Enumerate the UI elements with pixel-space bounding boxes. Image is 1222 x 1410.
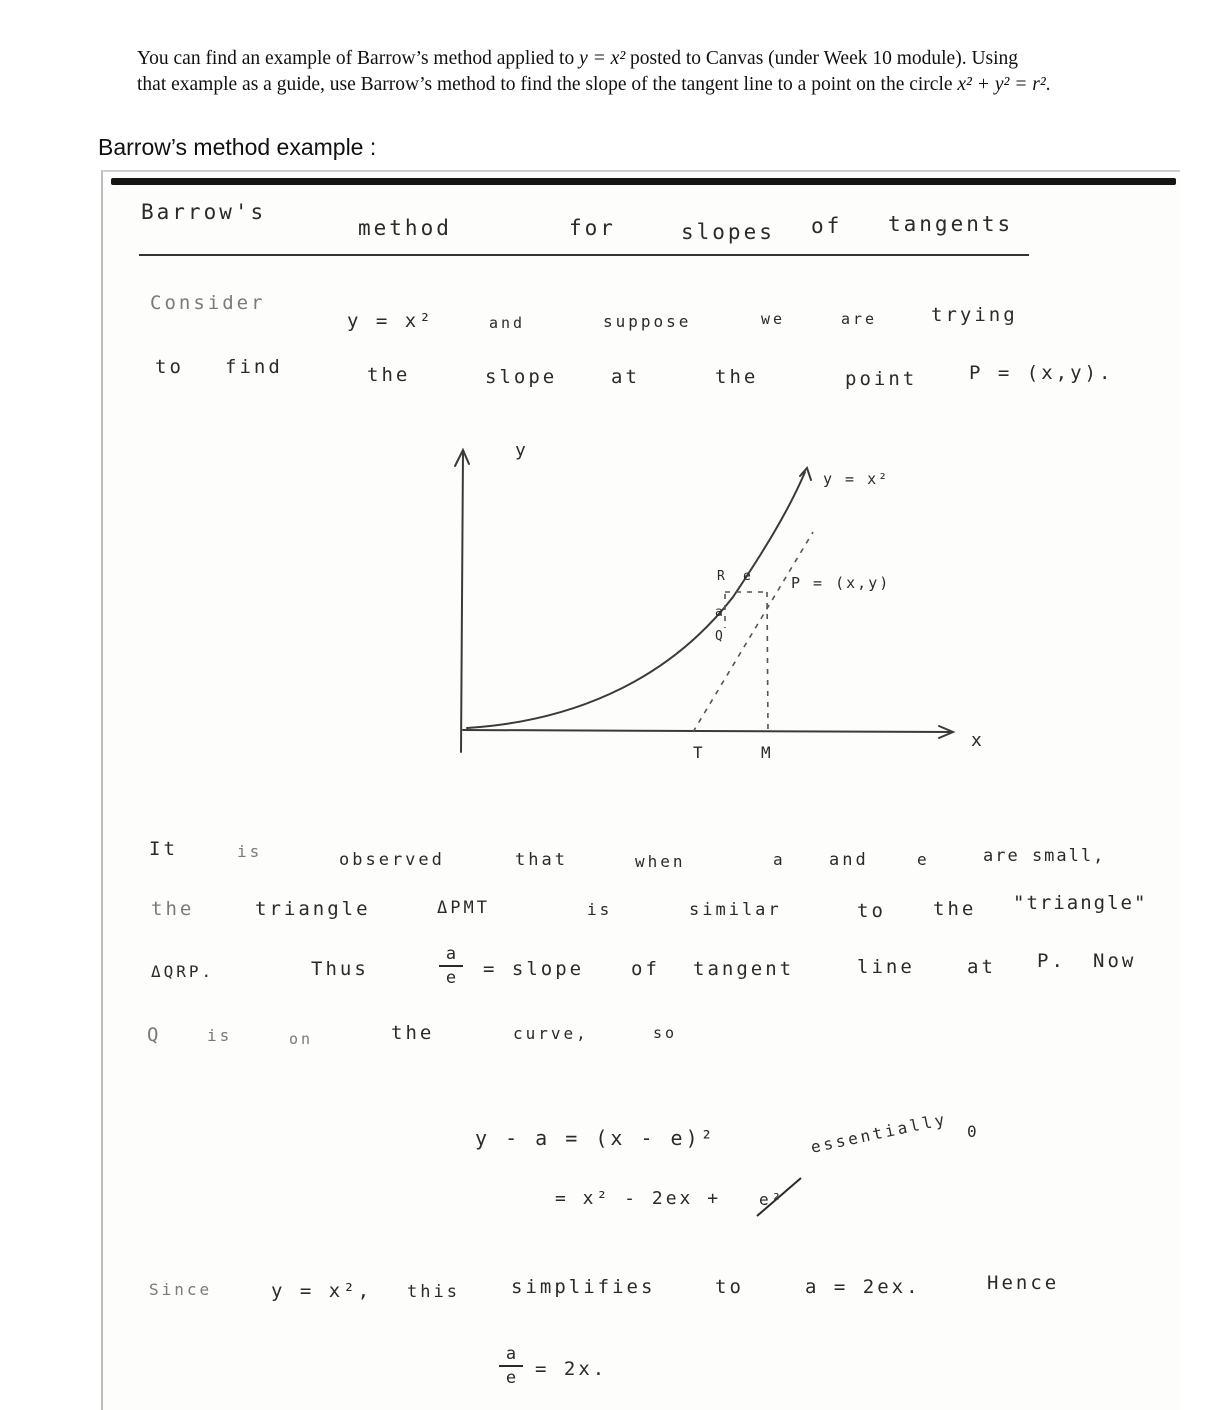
notes-equation: a = 2ex. bbox=[805, 1276, 921, 1298]
notes-triangle-qrp: ΔQRP. bbox=[151, 962, 215, 981]
final-fraction-a-over-e: a e bbox=[499, 1344, 523, 1388]
notes-word: suppose bbox=[603, 312, 692, 331]
notes-word: a bbox=[773, 850, 786, 869]
title-underline bbox=[139, 254, 1029, 256]
notes-word: are small, bbox=[983, 846, 1106, 866]
notes-word: is bbox=[237, 842, 263, 861]
notes-word: Now bbox=[1093, 950, 1137, 972]
notes-word: this bbox=[407, 1282, 460, 1302]
y-axis-line bbox=[461, 452, 463, 752]
notes-word: the bbox=[715, 366, 759, 388]
point-p-label: P = (x,y) bbox=[791, 574, 891, 592]
notes-word: when bbox=[635, 852, 686, 871]
notes-word: the bbox=[367, 364, 411, 386]
notes-word: to bbox=[715, 1276, 744, 1298]
notes-word: the bbox=[391, 1022, 435, 1044]
notes-word: simplifies bbox=[511, 1276, 656, 1298]
x-axis-line bbox=[463, 730, 951, 732]
notes-title-word: tangents bbox=[888, 212, 1014, 236]
math-circle: x² + y² = r² bbox=[957, 74, 1046, 95]
notes-word: Q bbox=[147, 1024, 162, 1046]
notes-word: at bbox=[611, 366, 640, 388]
tangent-line bbox=[693, 532, 813, 732]
notes-title-word: of bbox=[811, 214, 843, 238]
x-axis-label: x bbox=[971, 730, 982, 751]
notes-title-word: Barrow's bbox=[141, 200, 267, 224]
notes-point: P = (x,y). bbox=[969, 362, 1114, 384]
notes-word: is bbox=[207, 1026, 233, 1045]
notes-word: point bbox=[845, 368, 918, 390]
notes-word: "triangle" bbox=[1013, 892, 1148, 914]
note-essentially-zero: 0 bbox=[967, 1122, 980, 1141]
point-q-label: Q bbox=[715, 629, 723, 644]
notes-word: the bbox=[151, 898, 195, 920]
point-m-label: M bbox=[761, 743, 771, 762]
problem-statement bbox=[137, 46, 1137, 98]
notes-word: and bbox=[489, 314, 526, 332]
notes-title-word: slopes bbox=[681, 220, 775, 244]
point-t-label: T bbox=[693, 743, 703, 762]
notes-word: so bbox=[653, 1024, 678, 1042]
equation-expanded: = x² - 2ex + bbox=[555, 1188, 722, 1209]
scan-top-edge bbox=[111, 178, 1176, 185]
notes-word: on bbox=[289, 1030, 314, 1048]
notes-word: Hence bbox=[987, 1272, 1060, 1294]
cross-out-stroke bbox=[751, 1172, 811, 1222]
notes-word: It bbox=[149, 838, 178, 860]
parabola-sketch bbox=[403, 432, 1003, 792]
notes-word: trying bbox=[931, 304, 1018, 326]
notes-word: to bbox=[857, 900, 886, 922]
notes-word: = slope bbox=[483, 958, 585, 980]
notes-math: y = x², bbox=[271, 1280, 373, 1302]
notes-word: is bbox=[587, 900, 613, 919]
problem-line-2: that example as a guide, use Barrow’s method to find the slope of the tangent line to a point on the circle x² + y² = r². bbox=[137, 74, 1051, 95]
notes-word: curve, bbox=[513, 1024, 589, 1043]
equation-y-minus-a: y - a = (x - e)² bbox=[475, 1126, 716, 1150]
notes-word: and bbox=[829, 850, 869, 870]
notes-word: line bbox=[857, 956, 915, 978]
perpendicular-pm bbox=[767, 592, 768, 732]
final-result: = 2x. bbox=[535, 1358, 608, 1380]
example-heading: Barrow’s method example : bbox=[98, 134, 377, 160]
curve-label: y = x² bbox=[823, 470, 890, 488]
math-parabola: y = x² bbox=[579, 48, 626, 69]
notes-word: the bbox=[933, 898, 977, 920]
notes-word: Since bbox=[149, 1280, 213, 1299]
notes-word: Consider bbox=[150, 292, 266, 314]
notes-word: to bbox=[155, 356, 184, 378]
y-axis-label: y bbox=[515, 440, 526, 461]
notes-word: that bbox=[515, 850, 568, 870]
notes-word: tangent bbox=[693, 958, 795, 980]
notes-title-word: for bbox=[569, 216, 616, 240]
notes-triangle-pmt: ΔPMT bbox=[437, 898, 490, 918]
notes-title-word: method bbox=[358, 216, 452, 240]
note-essentially: essentially bbox=[809, 1109, 949, 1157]
notes-word: e bbox=[917, 850, 930, 869]
notes-math: y = x² bbox=[347, 310, 434, 332]
problem-line-1: You can find an example of Barrow’s method applied to y = x² posted to Canvas (under Week 10 module). Using bbox=[137, 48, 1019, 69]
notes-word: similar bbox=[689, 900, 782, 920]
handwritten-notes-scan bbox=[101, 170, 1180, 1410]
fraction-a-over-e: a e bbox=[439, 944, 463, 988]
notes-word: P. bbox=[1037, 950, 1066, 972]
segment-a-label: a bbox=[715, 605, 723, 620]
notes-word: find bbox=[225, 356, 283, 378]
notes-word: at bbox=[967, 956, 996, 978]
notes-word: of bbox=[631, 958, 660, 980]
point-r-label: R bbox=[717, 569, 725, 584]
notes-word: observed bbox=[339, 850, 445, 870]
crossed-out-term: e² bbox=[759, 1190, 785, 1209]
parabola-curve bbox=[467, 472, 805, 728]
segment-e-label: e bbox=[743, 569, 751, 584]
notes-word: Thus bbox=[311, 958, 369, 980]
notes-word: triangle bbox=[255, 898, 371, 920]
notes-word: we bbox=[761, 310, 786, 328]
notes-word: are bbox=[841, 310, 878, 328]
notes-word: slope bbox=[485, 366, 558, 388]
